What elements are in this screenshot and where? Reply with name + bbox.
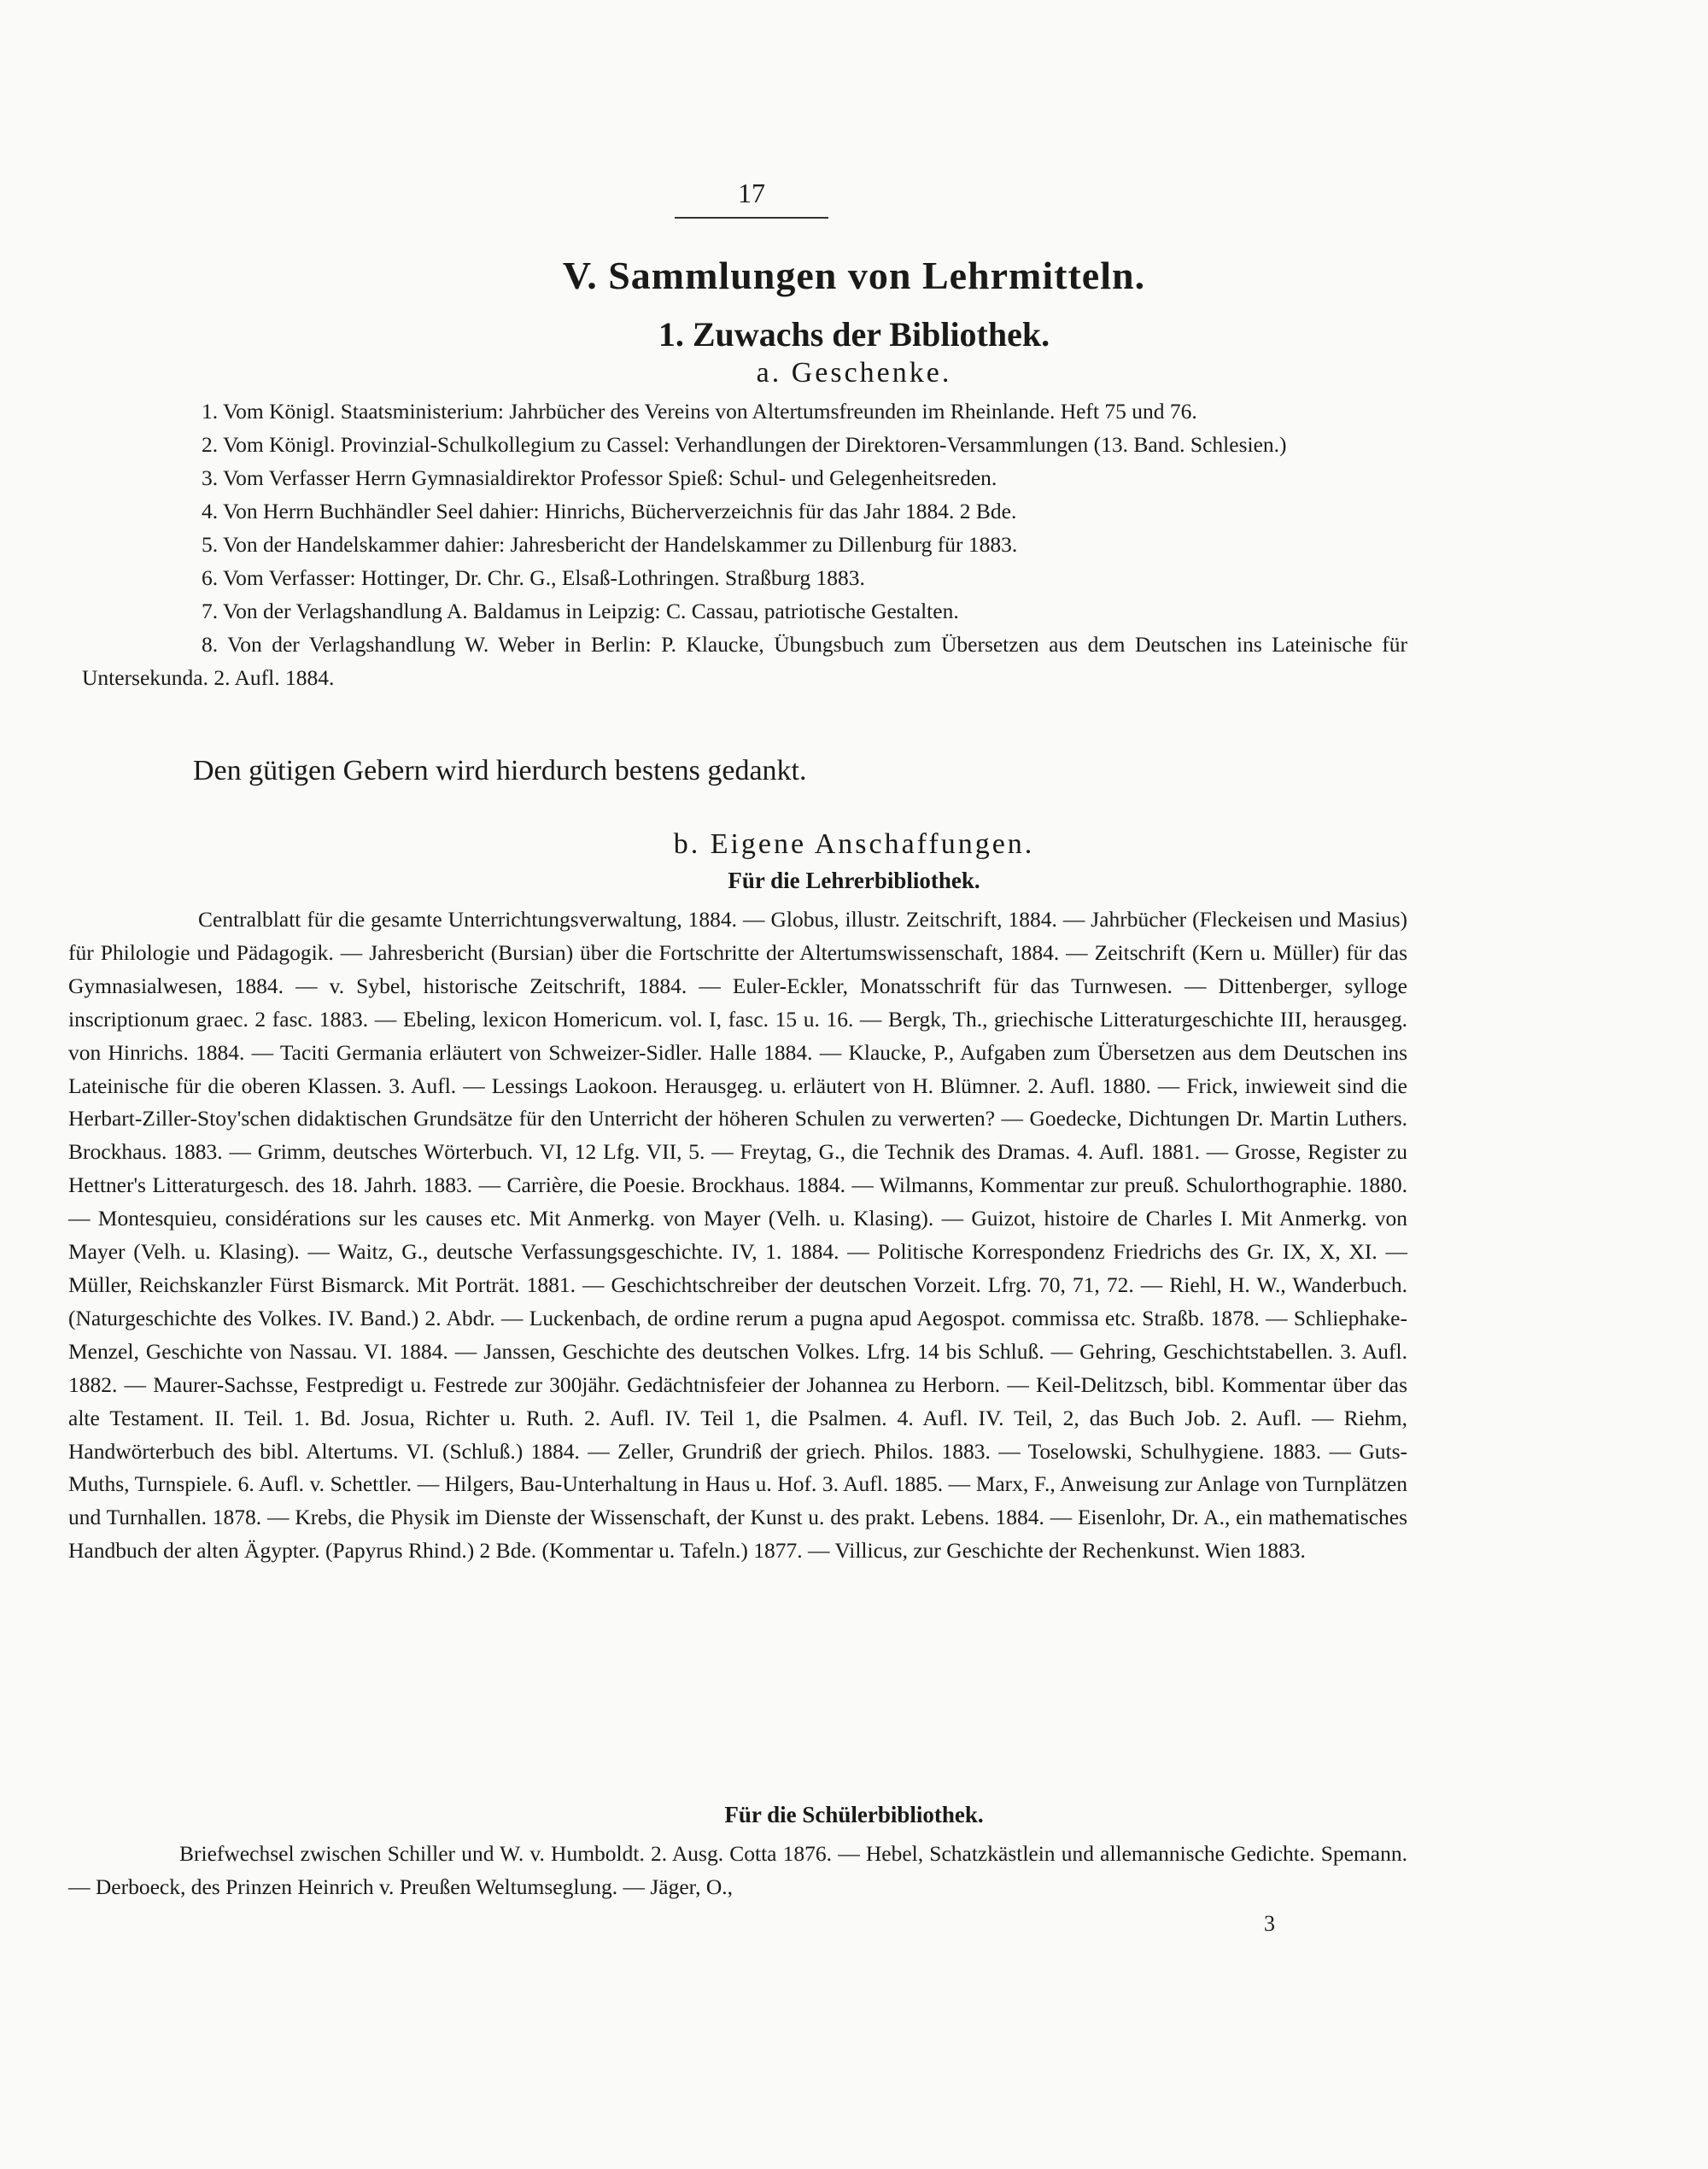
student-library-list: Briefwechsel zwischen Schiller und W. v. Humboldt. 2. Ausg. Cotta 1876. — Hebel, Schatzkästlein und allemannische Gedichte. Spemann. — Derboeck, des Prinzen Heinrich v. Preußen Weltumseglung. — Jäger, O., [68,1841,1407,1899]
page-number-rule [675,217,828,219]
gift-item: 3. Vom Verfasser Herrn Gymnasialdirektor Professor Spieß: Schul- und Gelegenheitsreden. [202,465,997,490]
chapter-title: V. Sammlungen von Lehrmitteln. [562,254,1146,297]
gifts-list [82,395,1407,694]
student-library-heading: Für die Schülerbibliothek. [724,1802,984,1827]
subsection-gifts-heading: a. Geschenke. [756,357,952,389]
section-title: 1. Zuwachs der Bibliothek. [658,315,1050,354]
gift-item: 2. Vom Königl. Provinzial-Schulkollegium zu Cassel: Verhandlungen der Direktoren-Versammlungen (13. Band. Schlesien.) [202,432,1287,457]
page-number: 17 [738,178,765,208]
teacher-library-list: Centralblatt für die gesamte Unterrichtungsverwaltung, 1884. — Globus, illustr. Zeitschrift, 1884. — Jahrbücher (Fleckeisen und Masius) für Philologie und Pädagogik. — Jahresbericht (Bursian) über die Fortschritte der Altertumswissenschaft, 1884. — Zeitschrift (Kern u. Müller) für das Gymnasialwesen, 1884. — v. Sybel, historische Zeitschrift, 1884. — Euler-Eckler, Monatsschrift für das Turnwesen. — Dittenberger, sylloge inscriptionum graec. 2 fasc. 1883. — Ebeling, lexicon Homericum. vol. I, fasc. 15 u. 16. — Bergk, Th., griechische Litteraturgeschichte III, herausgeg. von Hinrichs. 1884. — Taciti Germania erläutert von Schweizer-Sidler. Halle 1884. — Klaucke, P., Aufgaben zum Übersetzen aus dem Deutschen ins Lateinische für die oberen Klassen. 3. Aufl. — Lessings Laokoon. Herausgeg. u. erläutert von H. Blümner. 2. Aufl. 1880. — Frick, inwieweit sind die Herbart-Ziller-Stoy'schen didaktischen Grundsätze für den Unterricht der höheren Schulen zu verwerten? — Goedecke, Dichtungen Dr. Martin Luthers. Brockhaus. 1883. — Grimm, deutsches Wörterbuch. VI, 12 Lfg. VII, 5. — Freytag, G., die Technik des Dramas. 4. Aufl. 1881. — Grosse, Register zu Hettner's Litteraturgesch. des 18. Jahrh. 1883. — Carrière, die Poesie. Brockhaus. 1884. — Wilmanns, Kommentar zur preuß. Schulorthographie. 1880. — Montesquieu, considérations sur les causes etc. Mit Anmerkg. von Mayer (Velh. u. Klasing). — Guizot, histoire de Charles I. Mit Anmerkg. von Mayer (Velh. u. Klasing). — Waitz, G., deutsche Verfassungsgeschichte. IV, 1. 1884. — Politische Korrespondenz Friedrichs des Gr. IX, X, XI. — Müller, Reichskanzler Fürst Bismarck. Mit Porträt. 1881. — Geschichtschreiber der deutschen Vorzeit. Lfrg. 70, 71, 72. — Riehl, H. W., Wanderbuch. (Naturgeschichte des Volkes. IV. Band.) 2. Abdr. — Luckenbach, de ordine rerum a pugna apud Aegospot. commissa etc. Straßb. 1878. — Schliephake-Menzel, Geschichte von Nassau. VI. 1884. — Janssen, Geschichte des deutschen Volkes. Lfrg. 14 bis Schluß. — Gehring, Geschichtstabellen. 3. Aufl. 1882. — Maurer-Sachsse, Festpredigt u. Festrede zur 300jähr. Gedächtnisfeier der Johannea zu Herborn. — Keil-Delitzsch, bibl. Kommentar über das alte Testament. II. Teil. 1. Bd. Josua, Richter u. Ruth. 2. Aufl. IV. Teil 1, die Psalmen. 4. Aufl. IV. Teil, 2, das Buch Job. 2. Aufl. — Riehm, Handwörterbuch des bibl. Altertums. VI. (Schluß.) 1884. — Zeller, Grundriß der griech. Philos. 1883. — Toselowski, Schulhygiene. 1883. — Guts-Muths, Turnspiele. 6. Aufl. v. Schettler. — Hilgers, Bau-Unterhaltung in Haus u. Hof. 3. Aufl. 1885. — Marx, F., Anweisung zur Anlage von Turnplätzen und Turnhallen. 1878. — Krebs, die Physik im Dienste der Wissenschaft, der Kunst u. des prakt. Lebens. 1884. — Eisenlohr, Dr. A., ein mathematisches Handbuch der alten Ägypter. (Papyrus Rhind.) 2 Bde. (Kommentar u. Tafeln.) 1877. — Villicus, zur Geschichte der Rechenkunst. Wien 1883. [68,907,1407,1564]
teacher-library-heading: Für die Lehrerbibliothek. [728,868,980,893]
gift-item: 7. Von der Verlagshandlung A. Baldamus in Leipzig: C. Cassau, patriotische Gestalten. [202,599,959,623]
gift-item: 1. Vom Königl. Staatsministerium: Jahrbücher des Vereins von Altertumsfreunden im Rheinlande. Heft 75 und 76. [202,399,1197,424]
gift-item: 6. Vom Verfasser: Hottinger, Dr. Chr. G., Elsaß-Lothringen. Straßburg 1883. [202,565,865,590]
thanks-line: Den gütigen Gebern wird hierdurch bestens gedankt. [193,755,807,786]
gift-item: 5. Von der Handelskammer dahier: Jahresbericht der Handelskammer zu Dillenburg für 1883. [202,532,1018,557]
gift-item: 4. Von Herrn Buchhändler Seel dahier: Hinrichs, Bücherverzeichnis für das Jahr 1884. 2 Bde. [202,499,1017,523]
signature-mark: 3 [1264,1911,1275,1936]
gift-item: 8. Von der Verlagshandlung W. Weber in Berlin: P. Klaucke, Übungsbuch zum Übersetzen aus dem Deutschen ins Lateinische für Untersekunda. 2. Aufl. 1884. [82,632,1407,690]
subsection-acquisitions-heading: b. Eigene Anschaffungen. [673,828,1035,860]
